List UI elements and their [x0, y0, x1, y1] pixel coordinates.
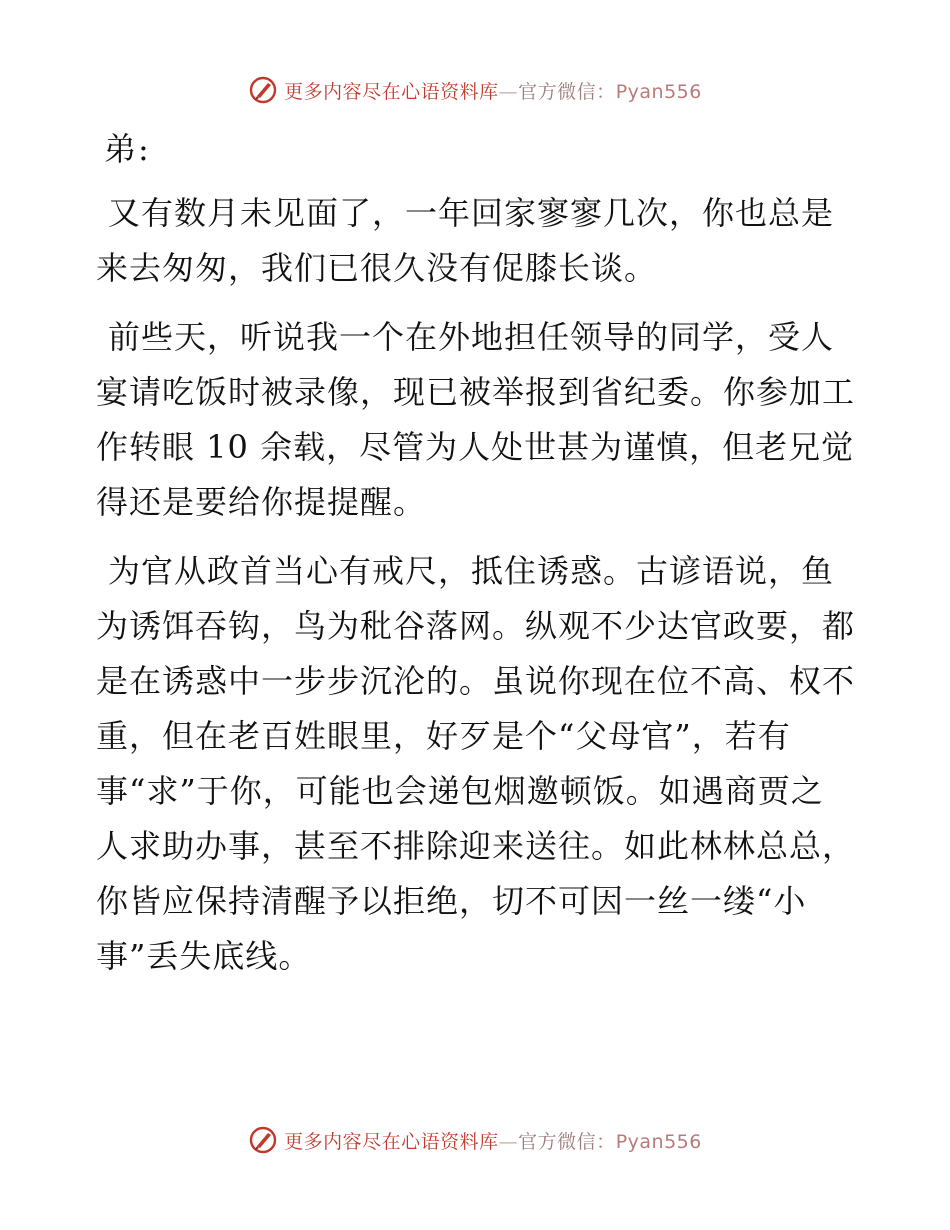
watermark-brand: 更多内容尽在心语资料库: [284, 80, 499, 103]
watermark-brand: 更多内容尽在心语资料库: [284, 1130, 499, 1153]
letter-paragraph-2: 前些天，听说我一个在外地担任领导的同学，受人宴请吃饭时被录像，现已被举报到省纪委。你参加工作转眼 10 余载，尽管为人处世甚为谨慎，但老兄觉得还是要给你提提醒。: [96, 318, 856, 521]
header-watermark-banner: [0, 68, 950, 112]
letter-paragraph-3: 为官从政首当心有戒尺，抵住诱惑。古谚语说，鱼为诱饵吞钩，鸟为秕谷落网。纵观不少达官政要，都是在诱惑中一步步沉沦的。虽说你现在位不高、权不重，但在老百姓眼里，好歹是个“父母官”，若有事“求”于你，可能也会递包烟邀顿饭。如遇商贾之人求助办事，甚至不排除迎来送往。如此林林总总，你皆应保持清醒予以拒绝，切不可因一丝一缕“小事”丢失底线。: [96, 552, 856, 975]
letter-body: [96, 124, 856, 998]
watermark-text: [284, 77, 702, 104]
watermark-separator: —: [498, 80, 519, 103]
watermark-wechat-handle: Pyan556: [615, 80, 702, 103]
footer-watermark-banner: [0, 1118, 950, 1162]
letter-paragraph-1: 又有数月未见面了，一年回家寥寥几次，你也总是来去匆匆，我们已很久没有促膝长谈。: [96, 194, 835, 287]
watermark-separator: —: [498, 1130, 519, 1153]
watermark-wechat-label: 官方微信：: [518, 1130, 616, 1153]
watermark-text: [284, 1127, 702, 1154]
quill-pen-logo-icon: [248, 75, 278, 105]
letter-greeting: 弟:: [104, 130, 151, 168]
watermark-wechat-label: 官方微信：: [518, 80, 616, 103]
watermark-wechat-handle: Pyan556: [615, 1130, 702, 1153]
quill-pen-logo-icon: [248, 1125, 278, 1155]
